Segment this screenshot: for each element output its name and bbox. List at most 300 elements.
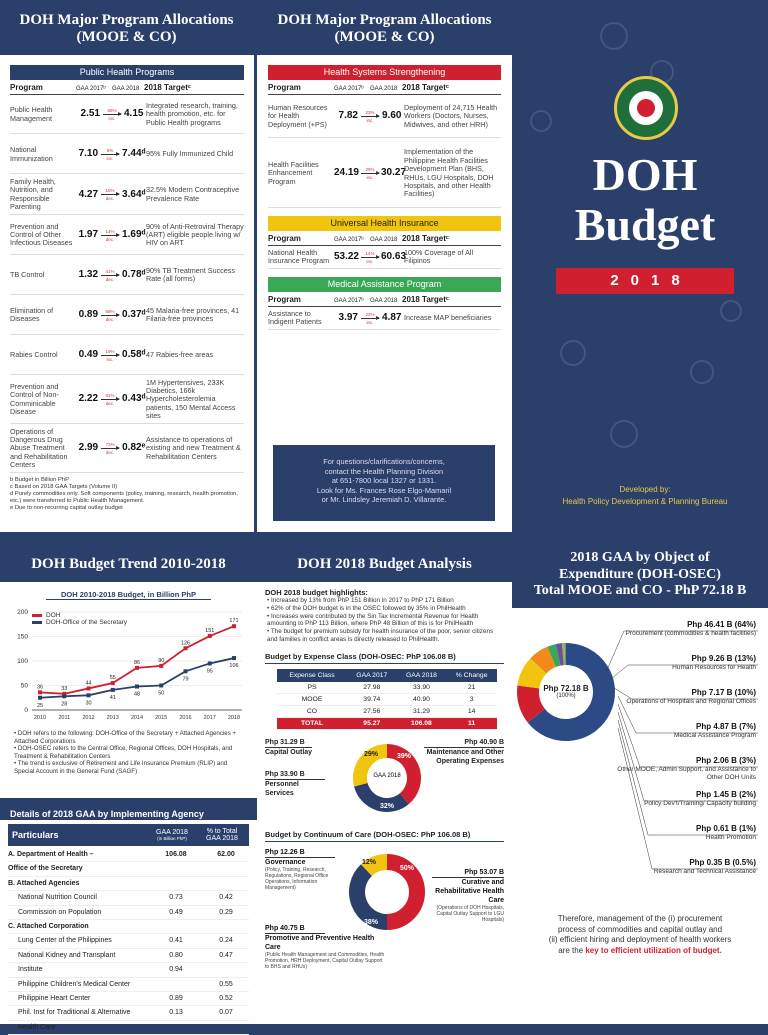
slice-percent: 12% (362, 859, 377, 866)
coin-icon (560, 340, 586, 366)
program-values (78, 108, 146, 121)
program-name: Rabies Control (10, 351, 78, 359)
agency-name: C. Attached Corporation (8, 920, 149, 933)
change-direction: dec. (106, 277, 115, 282)
details-heading: Details of 2018 GAA by Implementing Agency (10, 806, 250, 823)
y-tick: 50 (21, 683, 29, 690)
table-header: Program GAA 2017ᵇ GAA 2018 2018 Targetᶜ (268, 83, 501, 95)
agency-percent: 0.52 (203, 992, 249, 1005)
coin-icon (610, 420, 638, 448)
agency-row (8, 949, 249, 963)
program-values (336, 110, 404, 123)
agency-list (8, 848, 249, 1035)
table-header: Program GAA 2017ᵇ GAA 2018 2018 Targetᶜ (268, 295, 501, 307)
expenditure-label: Php 0.61 B (1%) Health Promotion (608, 824, 756, 842)
trend-panel (0, 582, 257, 798)
table-cell: TOTAL (277, 717, 347, 729)
data-point (208, 634, 212, 638)
data-point (62, 694, 66, 698)
coin-icon (530, 110, 552, 132)
gaa-2018-value: 1.69ᵈ (122, 231, 145, 239)
change-percent: 73% (106, 442, 115, 447)
trend-heading: DOH Budget Trend 2010-2018 (0, 556, 257, 573)
donut-center: Php 72.18 B (100%) (542, 684, 590, 699)
agency-name: Phil. Inst for Traditional & Alternative (18, 1006, 149, 1019)
change-percent: 65% (107, 108, 116, 113)
x-tick: 2011 (58, 715, 70, 721)
public-health-panel (0, 55, 254, 532)
x-tick: 2013 (107, 715, 119, 721)
agency-gaa (149, 978, 203, 991)
program-list (268, 98, 501, 208)
gaa-2017-value: 3.97 (339, 314, 358, 322)
agency-row (8, 978, 249, 992)
expenditure-slice (538, 657, 551, 666)
change-percent: 25% (365, 167, 374, 172)
change-arrow (102, 108, 122, 121)
agency-percent: 0.55 (203, 978, 249, 991)
data-label: 50 (158, 691, 164, 697)
table-header: Program GAA 2017ᵇ GAA 2018 2018 Targetᶜ (10, 83, 244, 95)
agency-gaa: 0.80 (149, 949, 203, 962)
care-donut-section (265, 846, 504, 974)
data-point (111, 681, 115, 685)
program-name: Family Health, Nutrition, and Responsible Parenting (10, 178, 78, 212)
program-row (10, 219, 244, 255)
data-point (38, 696, 42, 700)
change-arrow (100, 442, 120, 455)
expense-table (277, 669, 497, 730)
change-direction: inc. (108, 116, 115, 121)
change-arrow (361, 167, 379, 180)
change-arrow (100, 393, 120, 406)
agency-name: National Nutrition Council (18, 891, 149, 904)
highlight-item: • Increased by 13% from PhP 151 Billion in 2017 to PhP 171 Billion (267, 597, 504, 605)
program-target: Implementation of the Philippine Health Facilities Development Plan (BHS, RHUs, LGU Hospitals, DOH Hospitals, and other Health Facilities) (404, 148, 501, 198)
agency-name: Health Care (18, 1021, 149, 1034)
table-cell: 95.27 (347, 717, 397, 729)
agency-row (8, 920, 249, 934)
program-name: Public Health Management (10, 106, 78, 123)
program-row (268, 249, 501, 269)
program-values (78, 393, 146, 406)
program-row (10, 138, 244, 174)
data-label: 151 (205, 628, 214, 634)
x-tick: 2017 (204, 715, 216, 721)
agency-gaa: 0.89 (149, 992, 203, 1005)
change-arrow (100, 349, 120, 362)
data-label: 106 (229, 663, 238, 669)
program-name: Human Resources for Health Deployment (+PS) (268, 104, 336, 129)
change-direction: inc. (366, 259, 373, 264)
care-donut (345, 850, 429, 934)
table-cell: 40.90 (397, 693, 447, 705)
agency-percent: 0.47 (203, 949, 249, 962)
agency-row (8, 862, 249, 876)
gaa-2017-value: 2.51 (81, 110, 100, 118)
program-values (336, 312, 404, 325)
change-direction: inc. (107, 156, 114, 161)
highlights-title: DOH 2018 budget highlights: (265, 588, 504, 597)
program-values (336, 251, 404, 264)
agency-gaa (149, 920, 203, 933)
co-label: Php 31.29 B Capital Outlay (265, 738, 312, 757)
gaa-2017-value: 24.19 (334, 169, 359, 177)
agency-row (8, 1006, 249, 1020)
agency-name: National Kidney and Transplant (18, 949, 149, 962)
data-label: 33 (61, 686, 67, 692)
expenditure-label: Php 4.87 B (7%) Medical Assistance Program (608, 722, 756, 740)
coin-icon (720, 300, 742, 322)
data-point (159, 684, 163, 688)
program-target: Assistance to operations of existing and new Treatment & Rehabilitation Centers (146, 436, 244, 461)
data-point (184, 669, 188, 673)
program-name: Health Facilities Enhancement Program (268, 161, 336, 186)
conclusion: Therefore, management of the (i) procurement process of commodities and capital outlay and (ii) efficient hiring and deployment of health workers are the key to efficient utilization of budget. (522, 914, 758, 956)
column-header: GAA 2018 (397, 669, 447, 682)
data-point (87, 686, 91, 690)
program-row (10, 428, 244, 473)
chart-legend (32, 612, 127, 626)
gaa-2018-value: 0.78ᵈ (122, 271, 145, 279)
care-title: Budget by Continuum of Care (DOH-OSEC: PhP 106.08 B) (265, 830, 504, 842)
data-label: 41 (110, 695, 116, 701)
program-target: 100% Coverage of All Filipinos (404, 249, 501, 266)
data-label: 55 (110, 675, 116, 681)
agency-name: Institute (18, 963, 149, 976)
change-arrow (360, 110, 380, 123)
trend-note: • The trend is exclusive of Retirement and Life Insurance Premium (RLIP) and Special Account in the General Fund (SAGF) (14, 760, 247, 775)
agency-name: B. Attached Agencies (8, 877, 149, 890)
program-values (78, 349, 146, 362)
x-tick: 2012 (82, 715, 94, 721)
program-name: Elimination of Diseases (10, 307, 78, 324)
agency-row (8, 906, 249, 920)
change-percent: 22% (365, 312, 374, 317)
x-tick: 2015 (155, 715, 167, 721)
agency-name: Office of the Secretary (8, 862, 149, 875)
agency-percent (203, 862, 249, 875)
data-label: 48 (134, 691, 140, 697)
promotive-slice (357, 870, 387, 922)
agency-name: Philippine Heart Center (18, 992, 149, 1005)
gaa-2017-value: 2.99 (79, 444, 98, 452)
highlight-item: • 62% of the DOH budget is in the OSEC followed by 35% in PhilHealth (267, 605, 504, 613)
gaa-2017-value: 7.10 (79, 150, 98, 158)
program-name: National Immunization (10, 146, 78, 163)
agency-row (8, 992, 249, 1006)
program-row (268, 98, 501, 138)
agency-row (8, 848, 249, 862)
legend-osec: DOH-Office of the Secretary (32, 619, 127, 626)
details-panel (0, 820, 257, 1024)
highlights-list (265, 597, 504, 644)
gaa-2017-value: 1.32 (79, 271, 98, 279)
x-tick: 2016 (179, 715, 191, 721)
program-row (268, 142, 501, 208)
agency-gaa: 0.49 (149, 906, 203, 919)
change-percent: 5% (107, 148, 114, 153)
developer-credit: Developed by: Health Policy Development & Planning Bureau (530, 484, 760, 508)
agency-gaa: 0.13 (149, 1006, 203, 1019)
column-header: Expense Class (277, 669, 347, 682)
change-percent: 58% (106, 309, 115, 314)
x-tick: 2010 (34, 715, 46, 721)
agency-name: A. Department of Health – (8, 848, 149, 861)
program-row (10, 259, 244, 295)
gaa-2018-value: 0.37ᵈ (122, 311, 145, 319)
data-point (87, 693, 91, 697)
change-percent: 19% (106, 349, 115, 354)
trend-note: • DOH-OSEC refers to the Central Office, Regional Offices, DOH Hospitals, and Treatment & Rehabilitation Centers (14, 745, 247, 760)
expense-title: Budget by Expense Class (DOH-OSEC: PhP 106.08 B) (265, 652, 504, 664)
doh-seal (614, 76, 678, 140)
agency-gaa (149, 877, 203, 890)
agency-name: Lung Center of the Philippines (18, 934, 149, 947)
table-row (277, 705, 497, 717)
ps-slice (361, 784, 404, 804)
footnote: e Due to non-recurring capital outlay budget (10, 505, 244, 512)
change-percent: 81% (106, 393, 115, 398)
data-label: 95 (207, 668, 213, 674)
program-values (78, 309, 146, 322)
data-label: 28 (61, 701, 67, 707)
data-point (38, 690, 42, 694)
program-row (10, 98, 244, 134)
table-cell: 11 (446, 717, 497, 729)
expenditure-label: Php 9.26 B (13%) Human Resources for Health (608, 654, 756, 672)
change-direction: dec. (106, 196, 115, 201)
program-name: Assistance to Indigent Patients (268, 310, 336, 327)
program-name: TB Control (10, 271, 78, 279)
agency-gaa (149, 862, 203, 875)
program-target: 90% of Anti-Retroviral Therapy (ART) eligible people living w/ HIV on ART (146, 223, 244, 248)
governance-label: Php 12.26 B Governance (Policy, Training, Research, Regulations, Regional Office Operations, Information Management) (265, 848, 335, 891)
program-list (10, 98, 244, 473)
footnote: c Based on 2018 GAA Targets (Volume II) (10, 484, 244, 491)
footnote: d Purely commodities only. Soft components (policy, training, research, health promotion, etc.) were transferred to Public Health Management. (10, 491, 244, 505)
expenditure-label: Php 46.41 B (64%) Procurement (commodities & health facilities) (608, 620, 756, 638)
ps-label: Php 33.90 B Personnel Services (265, 770, 325, 798)
program-name: Prevention and Control of Other Infectious Diseases (10, 223, 78, 248)
program-row (10, 379, 244, 424)
slice-percent: 39% (397, 753, 412, 760)
change-arrow (360, 312, 380, 325)
object-heading: 2018 GAA by Object of Expenditure (DOH-OSEC) Total MOOE and CO - PhP 72.18 B (512, 550, 768, 600)
data-point (135, 666, 139, 670)
agency-percent (203, 920, 249, 933)
cover-title: DOH Budget (540, 150, 750, 250)
program-target: Integrated research, training, health promotion, etc. for Public Health programs (146, 102, 244, 127)
change-direction: dec. (106, 450, 115, 455)
section-bar: Health Systems Strengthening (268, 65, 501, 80)
gaa-2017-value: 7.82 (339, 112, 358, 120)
gaa-2018-value: 4.87 (382, 314, 401, 322)
section-bar: Public Health Programs (10, 65, 244, 80)
chart-title: DOH 2010-2018 Budget, in Billion PhP (46, 590, 211, 600)
agency-gaa: 0.73 (149, 891, 203, 904)
program-target: 32.5% Modern Contraceptive Prevalence Rate (146, 186, 244, 203)
change-arrow (100, 148, 120, 161)
table-cell: 31.29 (397, 705, 447, 717)
legend-doh: DOH (32, 612, 127, 619)
column-header: GAA 2017 (347, 669, 397, 682)
agency-gaa: 106.08 (149, 848, 203, 861)
agency-gaa: 0.41 (149, 934, 203, 947)
change-direction: dec. (106, 237, 115, 242)
gaa-2017-value: 1.97 (79, 231, 98, 239)
change-direction: inc. (366, 175, 373, 180)
curative-label: Php 53.07 B Curative and Rehabilitative Health Care (Operations of DOH Hospitals, Capital Outlay Support to LGU Hospitals) (432, 868, 504, 923)
program-target: Deployment of 24,715 Health Workers (Doctors, Nurses, Midwives, and other HRH) (404, 104, 501, 129)
table-cell: 21 (446, 682, 497, 694)
footnote: b Budget in Billion PhP (10, 477, 244, 484)
agency-percent: 0.42 (203, 891, 249, 904)
agency-row (8, 891, 249, 905)
program-name: Prevention and Control of Non-Comminicable Disease (10, 383, 78, 417)
gaa-2017-value: 53.22 (334, 253, 359, 261)
program-values (78, 269, 146, 282)
agency-percent (203, 963, 249, 976)
data-point (208, 661, 212, 665)
agency-percent: 0.24 (203, 934, 249, 947)
expenditure-label: Php 0.35 B (0.5%) Research and Technical Assistance (608, 858, 756, 876)
program-values (78, 188, 146, 201)
mooe-label: Php 40.90 B Maintenance and Other Operating Expenses (424, 738, 504, 766)
program-list (268, 310, 501, 330)
table-row (277, 682, 497, 694)
expenditure-label: Php 1.45 B (2%) Policy Dev't/Training/ Capacity building (608, 790, 756, 808)
table-cell: 3 (446, 693, 497, 705)
contact-box: For questions/clarifications/concerns, contact the Health Planning Division at 651-7800 local 1327 or 1331. Look for Ms. Frances Rose Elgo-Mamaril or Mr. Lindsley Jeremiah D. Villarante. (273, 445, 495, 521)
slice-percent: 32% (380, 803, 395, 810)
gaa-2018-value: 60.63 (381, 253, 406, 261)
program-row (10, 178, 244, 215)
table-row (277, 717, 497, 729)
agency-percent (203, 877, 249, 890)
gaa-2017-value: 0.49 (79, 351, 98, 359)
analysis-heading: DOH 2018 Budget Analysis (257, 556, 512, 573)
agency-percent: 62.00 (203, 848, 249, 861)
highlight-item: • Increases were contributed by the Sin Tax Incremental Revenue for Health amounting to PhP 113 Billion, where PhP 48 Billion of this is for PhilHealth (267, 613, 504, 629)
agency-percent: 0.07 (203, 1006, 249, 1019)
details-header: Particulars GAA 2018 (in Billion PhP) % to Total GAA 2018 (8, 824, 249, 846)
gaa-2018-value: 7.44ᵈ (122, 150, 145, 158)
y-tick: 0 (24, 707, 28, 714)
agency-row (8, 1021, 249, 1035)
expenditure-slice (528, 666, 538, 687)
footnotes (10, 477, 244, 512)
program-row (10, 339, 244, 375)
change-percent: 15% (106, 188, 115, 193)
header-left: DOH Major Program Allocations (MOOE & CO) (0, 12, 253, 46)
expenditure-label: Php 7.17 B (10%) Operations of Hospitals and Regional Offices (608, 688, 756, 706)
gaa-2018-value: 0.58ᵈ (122, 351, 145, 359)
table-cell: 39.74 (347, 693, 397, 705)
change-arrow (100, 229, 120, 242)
agency-gaa (149, 1021, 203, 1034)
change-direction: inc. (366, 320, 373, 325)
program-name: National Health Insurance Program (268, 249, 336, 266)
data-point (159, 664, 163, 668)
change-direction: dec. (106, 317, 115, 322)
program-list (268, 249, 501, 269)
change-arrow (361, 251, 379, 264)
data-label: 36 (37, 684, 43, 690)
agency-percent (203, 1021, 249, 1034)
change-percent: 14% (106, 229, 115, 234)
y-tick: 100 (17, 658, 28, 665)
change-arrow (100, 309, 120, 322)
column-header: % Change (446, 669, 497, 682)
trend-note: • DOH refers to the following: DOH-Office of the Secretary + Attached Agencies + Attached Corporations (14, 730, 247, 745)
change-percent: 23% (365, 110, 374, 115)
program-row (268, 310, 501, 330)
header-middle: DOH Major Program Allocations (MOOE & CO) (257, 12, 512, 46)
change-direction: inc. (107, 357, 114, 362)
slice-percent: 50% (400, 865, 415, 872)
data-point (232, 624, 236, 628)
gaa-2018-value: 30.27 (381, 169, 406, 177)
program-values (78, 148, 146, 161)
program-values (336, 167, 404, 180)
table-header: Program GAA 2017ᵇ GAA 2018 2018 Targetᶜ (268, 234, 501, 246)
program-row (10, 299, 244, 335)
x-tick: 2018 (228, 715, 240, 721)
expenditure-slice (558, 654, 563, 655)
program-target: 95% Fully Immunized Child (146, 150, 244, 158)
agency-gaa: 0.94 (149, 963, 203, 976)
gaa-2017-value: 0.89 (79, 311, 98, 319)
program-target: 90% TB Treatment Success Rate (all forms) (146, 267, 244, 284)
data-label: 171 (229, 618, 238, 624)
table-cell: MOOE (277, 693, 347, 705)
analysis-panel (257, 582, 512, 1024)
change-arrow (100, 269, 120, 282)
change-direction: inc. (366, 118, 373, 123)
table-row (277, 693, 497, 705)
cover-year: 2018 (556, 268, 734, 294)
slice-percent: 38% (364, 919, 379, 926)
table-cell: PS (277, 682, 347, 694)
section-bar: Universal Health Insurance (268, 216, 501, 231)
y-tick: 200 (17, 609, 28, 616)
data-point (184, 646, 188, 650)
object-panel (512, 608, 768, 1024)
data-label: 25 (37, 703, 43, 709)
data-label: 90 (158, 658, 164, 664)
table-cell: 33.90 (397, 682, 447, 694)
data-point (135, 684, 139, 688)
change-direction: dec. (106, 401, 115, 406)
data-label: 30 (85, 700, 91, 706)
program-target: 1M Hypertensives, 233K Diabetics, 166k Hypercholesterolemia patients, 150 Mental Access sites (146, 379, 244, 421)
program-values (78, 229, 146, 242)
gaa-2018-value: 0.43ᵈ (122, 395, 145, 403)
table-cell: 27.98 (347, 682, 397, 694)
table-cell: CO (277, 705, 347, 717)
program-target: 45 Malaria-free provinces, 41 Filaria-free provinces (146, 307, 244, 324)
trend-notes (6, 724, 251, 776)
table-cell: 27.56 (347, 705, 397, 717)
agency-name: Philippine Children's Medical Center (18, 978, 149, 991)
gaa-2018-value: 3.64ᵈ (122, 191, 145, 199)
expense-donut-section (265, 736, 504, 822)
change-arrow (100, 188, 120, 201)
data-label: 44 (85, 680, 91, 686)
agency-row (8, 877, 249, 891)
gaa-2018-value: 0.82ᵉ (122, 444, 145, 452)
